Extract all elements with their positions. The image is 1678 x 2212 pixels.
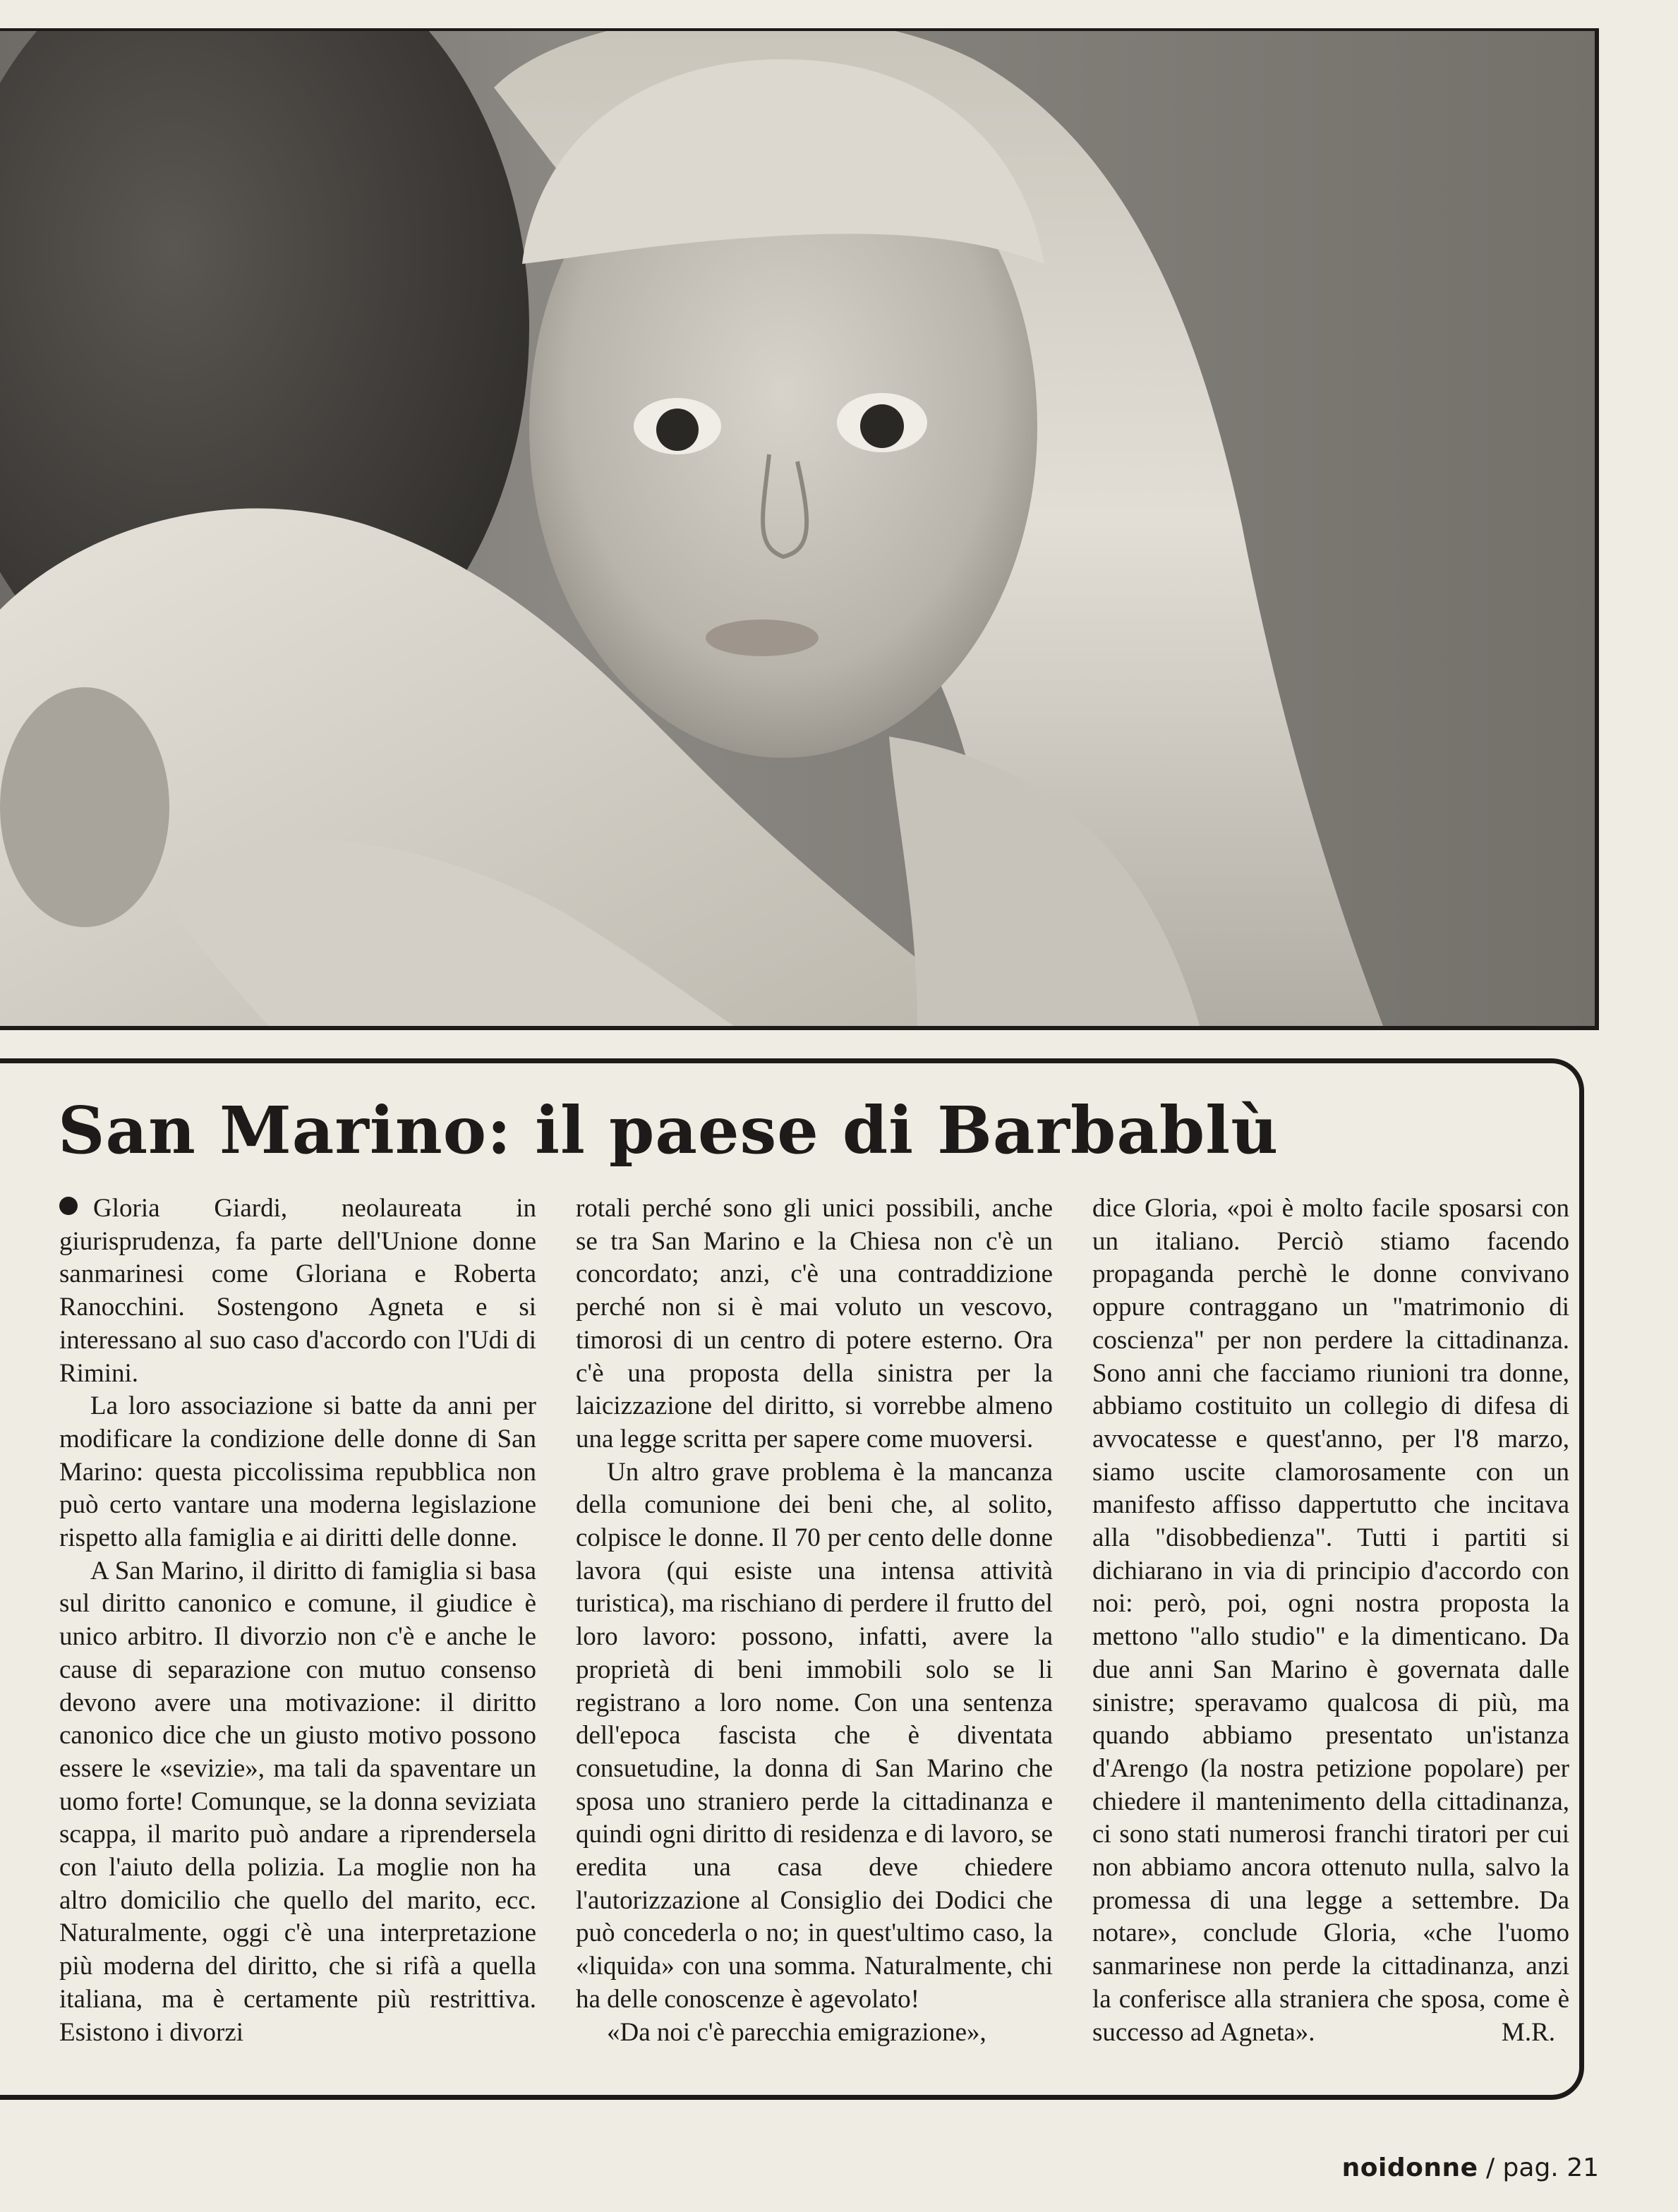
column-3	[1092, 1192, 1569, 2047]
magazine-name: noidonne	[1341, 2153, 1478, 2182]
article-photo	[0, 28, 1599, 1030]
paragraph: dice Gloria, «poi è molto facile sposarsi con un italiano. Perciò stiamo facendo propaganda perchè le donne convivano oppure contraggano un "matrimonio di coscienza" per non perdere la cittadinanza. Sono anni che facciamo riunioni tra donne, abbiamo costituito un collegio di difesa di avvocatesse e quest'anno, per l'8 marzo, siamo uscite clamorosamente con un manifesto affisso dappertutto che incitava alla "disobbedienza". Tutti i partiti si dichiarano in via di principio d'accordo con noi: però, poi, ogni nostra proposta la mettono "allo studio" e la dimenticano. Da due anni San Marino è governata dalle sinistre; speravamo qualcosa di più, ma quando abbiamo presentato un'istanza d'Arengo (la nostra petizione popolare) per chiedere il mantenimento della cittadinanza, ci sono stati numerosi franchi tiratori per cui non abbiamo ancora ottenuto nulla, salvo la promessa di una legge a settembre. Da notare», conclude Gloria, «che l'uomo sanmarinese non perde la cittadinanza, anzi la conferisce alla straniera che sposa, come è successo ad Agneta». M.R.	[1092, 1192, 1569, 2049]
author-signature: M.R.	[1501, 2017, 1555, 2047]
paragraph: rotali perché sono gli unici possibili, anche se tra San Marino e la Chiesa non c'è un concordato; anzi, c'è una contraddizione perché non si è mai voluto un vescovo, timorosi di un centro di potere esterno. Ora c'è una proposta della sinistra per la laicizzazione del diritto, si vorrebbe almeno una legge scritta per sapere come muoversi.	[576, 1194, 1053, 1453]
page-footer	[1342, 2153, 1599, 2182]
paragraph: Gloria Giardi, neolaureata in giurisprudenza, fa parte dell'Unione donne sanmarinesi come Gloriana e Roberta Ranocchini. Sostengono Agneta e si interessano al suo caso d'accordo con l'Udi di Rimini.	[59, 1194, 536, 1388]
child-portrait-photo	[0, 31, 1595, 1026]
paragraph: A San Marino, il diritto di famiglia si basa sul diritto canonico e comune, il giudice è unico arbitro. Il divorzio non c'è e anche le cause di separazione con mutuo consenso devono avere una motivazione: il diritto canonico dice che un giusto motivo possono essere le «sevizie», ma tali da spaventare un uomo forte! Comunque, se la donna seviziata scappa, il marito può andare a riprendersela con l'aiuto della polizia. La moglie non ha altro domicilio che quello del marito, ecc. Naturalmente, oggi c'è una interpretazione più moderna del diritto, che si rifà a quella italiana, ma è certamente più restrittiva. Esistono i divorzi	[59, 1556, 536, 2047]
column-1	[59, 1192, 536, 2047]
paragraph: «Da noi c'è parecchia emigrazione»,	[607, 2017, 986, 2047]
article-headline: San Marino: il paese di Barbablù	[58, 1092, 1279, 1168]
paragraph: La loro associazione si batte da anni per modificare la condizione delle donne di San Marino: questa piccolissima repubblica non può certo vantare una moderna legislazione rispetto alla famiglia e ai diritti delle donne.	[59, 1391, 536, 1553]
article-body	[59, 1192, 1569, 2047]
bullet-icon	[59, 1197, 78, 1215]
column-2	[576, 1192, 1053, 2047]
paragraph: Un altro grave problema è la mancanza della comunione dei beni che, al solito, colpisce le donne. Il 70 per cento delle donne lavora (qui esiste una intensa attività turistica), ma rischiano di perdere il frutto del loro lavoro: possono, infatti, avere la proprietà di beni immobili solo se li registrano a loro nome. Con una sentenza dell'epoca fascista che è diventata consuetudine, la donna di San Marino che sposa uno straniero perde la cittadinanza e quindi ogni diritto di residenza e di lavoro, se eredita una casa deve chiedere l'autorizzazione al Consiglio dei Dodici che può concederla o no; in quest'ultimo caso, la «liquida» con una somma. Naturalmente, chi ha delle conoscenze è agevolato!	[576, 1457, 1053, 2014]
page-number: / pag. 21	[1485, 2153, 1599, 2182]
